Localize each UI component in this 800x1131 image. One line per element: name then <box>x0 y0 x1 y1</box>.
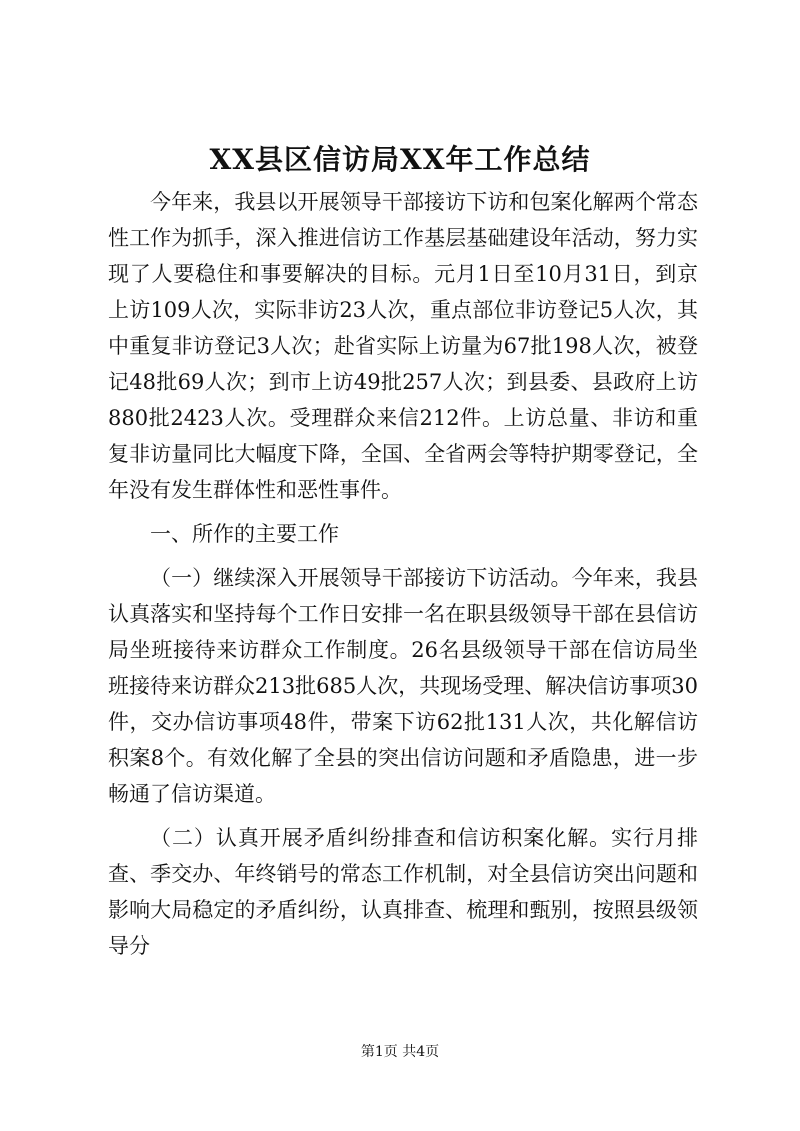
subsection-paragraph-2: （二）认真开展矛盾纠纷排查和信访积案化解。实行月排查、季交办、年终销号的常态工作机制，对全县信访突出问题和影响大局稳定的矛盾纠纷，认真排查、梳理和甄别，按照县级领导分 <box>108 826 698 958</box>
document-title: XX县区信访局XX年工作总结 <box>209 143 591 176</box>
intro-paragraph: 今年来，我县以开展领导干部接访下访和包案化解两个常态性工作为抓手，深入推进信访工作基层基础建设年活动，努力实现了人要稳住和事要解决的目标。元月1日至10月31日，到京上访109人次，实际非访23人次，重点部位非访登记5人次，其中重复非访登记3人次；赴省实际上访量为67批198人次，被登记48批69人次；到市上访49批257人次；到县委、县政府上访880批2423人次。受理群众来信212件。上访总量、非访和重复非访量同比大幅度下降，全国、全省两会等特护期零登记，全年没有发生群体性和恶性事件。 <box>108 190 698 502</box>
section-heading: 一、所作的主要工作 <box>150 522 339 546</box>
document-body <box>108 184 698 964</box>
subsection-paragraph-1: （一）继续深入开展领导干部接访下访活动。今年来，我县认真落实和坚持每个工作日安排一名在职县级领导干部在县信访局坐班接待来访群众工作制度。26名县级领导干部在信访局坐班接待来访群众213批685人次，共现场受理、解决信访事项30件，交办信访事项48件，带案下访62批131人次，共化解信访积案8个。有效化解了全县的突出信访问题和矛盾隐患，进一步畅通了信访渠道。 <box>108 566 698 806</box>
page-number-footer: 第1页 共4页 <box>360 1044 440 1060</box>
